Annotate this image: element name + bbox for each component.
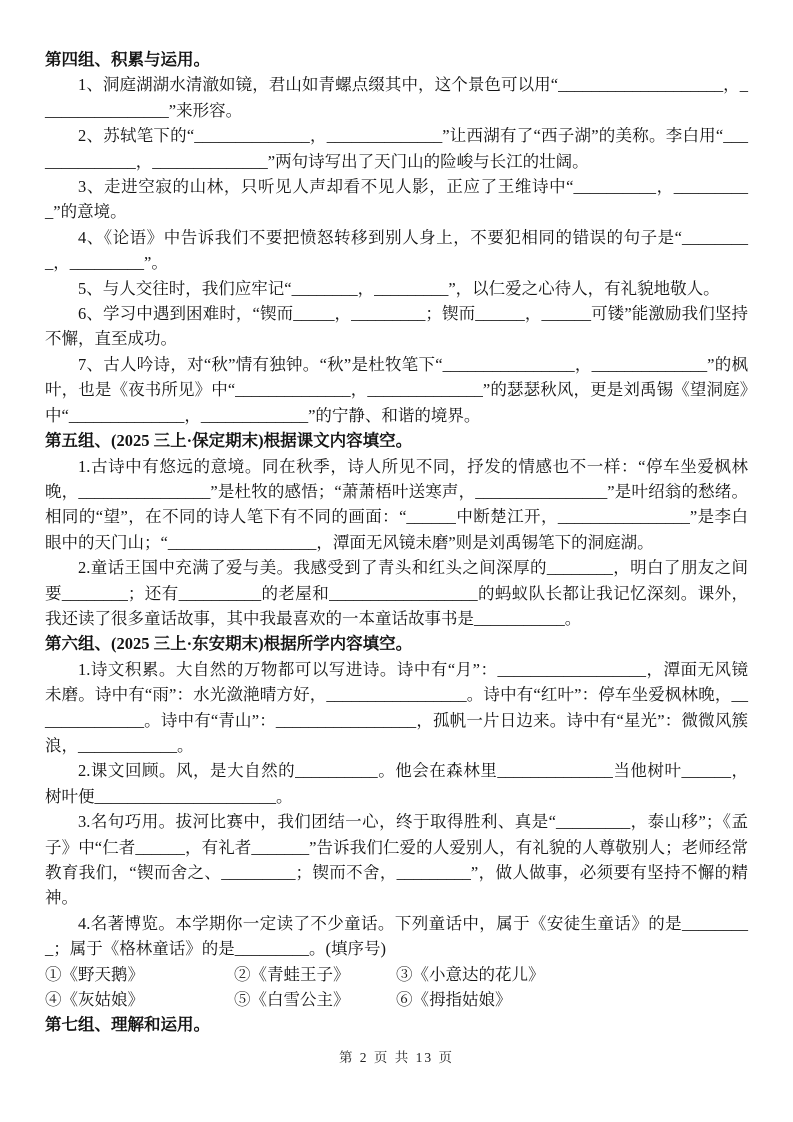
section-heading: 第四组、积累与运用。 [45, 50, 210, 69]
question-paragraph: 7、古人吟诗，对“秋”情有独钟。“秋”是杜牧笔下“________________，______________”的枫叶，也是《夜书所见》中“______________，______________”的瑟瑟秋风，更是刘禹锡《望洞庭》中“______________，_____________”的宁静、和谐的境界。 [45, 354, 748, 425]
section-heading: 第七组、理解和运用。 [45, 1015, 210, 1035]
question-paragraph: 1.古诗中有悠远的意境。同在秋季，诗人所见不同，抒发的情感也不一样：“停车坐爱枫林晚，________________”是杜牧的感悟；“萧萧梧叶送寒声，________________”是叶绍翁的愁绪。相同的“望”，在不同的诗人笔下有不同的画面：“______中断楚江开，________________”是李白眼中的天门山；“__________________，潭面无风镜未磨”则是刘禹锡笔下的洞庭湖。 [45, 456, 748, 552]
options-row [45, 987, 748, 1012]
question-paragraph: 2、苏轼笔下的“______________，______________”让西湖有了“西子湖”的美称。李白用“______________，______________”两句诗写出了天门山的险峻与长江的壮阔。 [45, 126, 748, 171]
option-item: ⑤《白雪公主》 [234, 990, 350, 1010]
section-group-7 [45, 1012, 748, 1037]
page-footer: 第 2 页 共 13 页 [338, 1050, 455, 1065]
option-item: ④《灰姑娘》 [45, 990, 144, 1010]
option-item: ③《小意达的花儿》 [396, 964, 545, 984]
question-paragraph: 3、走进空寂的山林，只听见人声却看不见人影，正应了王维诗中“__________，__________”的意境。 [45, 177, 748, 222]
question-paragraph: 4.名著博览。本学期你一定读了不少童话。下列童话中，属于《安徒生童话》的是_________；属于《格林童话》的是_________。(填序号) [45, 913, 748, 959]
question-paragraph: 1、洞庭湖湖水清澈如镜，君山如青螺点缀其中，这个景色可以用“____________________，________________”来形容。 [45, 75, 748, 120]
question-paragraph: 3.名句巧用。拔河比赛中，我们团结一心，终于取得胜利、真是“_________，泰山移”；《孟子》中“仁者______，有礼者_______”告诉我们仁爱的人爱别人，有礼貌的人尊敬别人；老师经常教育我们，“锲而舍之、_________；锲而不舍，_________”，做人做事，必须要有坚持不懈的精神。 [45, 812, 748, 908]
section-group-6 [45, 631, 748, 1012]
section-group-5 [45, 428, 748, 631]
section-group-4 [45, 47, 748, 428]
question-paragraph: 2.课文回顾。风，是大自然的__________。他会在森林里______________当他树叶______，树叶便______________________。 [45, 761, 748, 806]
question-paragraph: 4、《论语》中告诉我们不要把愤怒转移到别人身上，不要犯相同的错误的句子是“_________，_________”。 [45, 227, 748, 273]
options-row [45, 962, 748, 987]
section-heading: 第五组、(2025 三上·保定期末)根据课文内容填空。 [45, 431, 413, 451]
question-paragraph: 6、学习中遇到困难时，“锲而_____，_________；锲而______，______可镂”能激励我们坚持不懈，直至成功。 [45, 304, 748, 349]
section-heading: 第六组、(2025 三上·东安期末)根据所学内容填空。 [45, 634, 413, 654]
question-paragraph: 5、与人交往时，我们应牢记“________，_________”，以仁爱之心待人，有礼貌地敬人。 [78, 278, 720, 298]
question-paragraph: 2.童话王国中充满了爱与美。我感受到了青头和红头之间深厚的________，明白了朋友之间要________；还有__________的老屋和__________________的蚂蚁队长都让我记忆深刻。课外，我还读了很多童话故事，其中我最喜欢的一本童话故事书是___________。 [45, 558, 748, 628]
option-item: ①《野天鹅》 [45, 964, 144, 984]
option-item: ②《青蛙王子》 [234, 964, 350, 984]
question-paragraph: 1.诗文积累。大自然的万物都可以写进诗。诗中有“月”：__________________，潭面无风镜未磨。诗中有“雨”：水光潋滟晴方好，_________________。诗中有“红叶”：停车坐爱枫林晚，______________。诗中有“青山”：_________________，孤帆一片日边来。诗中有“星光”：微微风簇浪，____________。 [45, 659, 748, 755]
option-item: ⑥《拇指姑娘》 [396, 990, 512, 1010]
